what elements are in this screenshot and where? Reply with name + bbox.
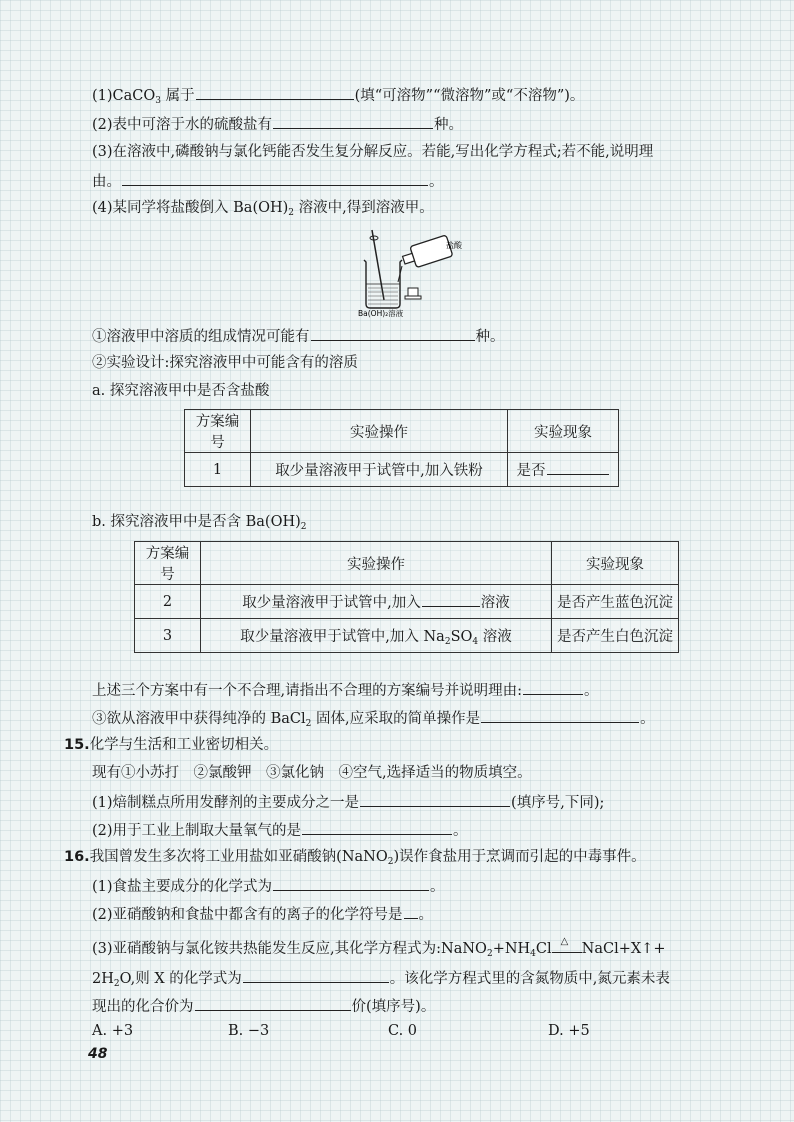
table-cell: 2 bbox=[135, 585, 201, 619]
table-cell: 取少量溶液甲于试管中,加入铁粉 bbox=[251, 453, 508, 487]
glass-rod bbox=[372, 230, 384, 300]
q16-part2: (2)亚硝酸钠和食盐中都含有的离子的化学符号是 。 bbox=[92, 903, 433, 925]
table-cell: 取少量溶液甲于试管中,加入 溶液 bbox=[201, 585, 552, 619]
q14-part3-line2: 由。 。 bbox=[92, 170, 444, 192]
q14-sub1: ①溶液甲中溶质的组成情况可能有 种。 bbox=[92, 325, 505, 347]
table-row bbox=[135, 619, 679, 653]
table-header: 方案编号 bbox=[185, 410, 251, 453]
table-cell: 是否产生蓝色沉淀 bbox=[552, 585, 679, 619]
q14-sub3: ③欲从溶液甲中获得纯净的 BaCl$_2$ 固体,应采取的简单操作是 。 bbox=[92, 707, 655, 729]
answer-blank[interactable] bbox=[481, 707, 639, 723]
answer-blank[interactable] bbox=[547, 459, 609, 475]
answer-blank[interactable] bbox=[122, 170, 428, 186]
q14-b-title: b. 探究溶液甲中是否含 $Ba(OH)_2$ bbox=[92, 514, 307, 532]
choice-c[interactable]: C. 0 bbox=[388, 1023, 418, 1039]
q14-part2: (2)表中可溶于水的硫酸盐有 种。 bbox=[92, 113, 463, 135]
table-cell: 3 bbox=[135, 619, 201, 653]
q16-part1: (1)食盐主要成分的化学式为 。 bbox=[92, 875, 445, 897]
answer-blank[interactable] bbox=[196, 84, 354, 100]
table-header: 方案编号 bbox=[135, 542, 201, 585]
q16-part3-line2: $2H_2O$,则 X 的化学式为 。该化学方程式里的含氮物质中,氮元素未表 bbox=[92, 967, 670, 989]
table-row bbox=[185, 453, 619, 487]
q15-options: 现有①小苏打 ②氯酸钾 ③氯化钠 ④空气,选择适当的物质填空。 bbox=[92, 765, 532, 781]
label-acid: 盐酸 bbox=[446, 241, 462, 250]
q15-part1: (1)焙制糕点所用发酵剂的主要成分之一是 (填序号,下同); bbox=[92, 791, 604, 813]
q14-part3-line1: (3)在溶液中,磷酸钠与氯化钙能否发生复分解反应。若能,写出化学方程式;若不能,说明理 bbox=[92, 144, 654, 160]
answer-blank[interactable] bbox=[360, 791, 510, 807]
table-header: 实验操作 bbox=[201, 542, 552, 585]
table-row bbox=[135, 542, 679, 585]
answer-blank[interactable] bbox=[195, 995, 351, 1011]
table-row bbox=[185, 410, 619, 453]
q14-part4: (4)某同学将盐酸倒入 $Ba(OH)_2$ 溶液中,得到溶液甲。 bbox=[92, 200, 434, 218]
page-number: 48 bbox=[88, 1046, 108, 1062]
table-b bbox=[134, 541, 679, 653]
table-cell: 1 bbox=[185, 453, 251, 487]
q15-part2: (2)用于工业上制取大量氧气的是 。 bbox=[92, 819, 468, 841]
table-header: 实验现象 bbox=[508, 410, 619, 453]
table-row bbox=[135, 585, 679, 619]
q14-sub2: ②实验设计:探究溶液甲中可能含有的溶质 bbox=[92, 355, 358, 371]
choice-b[interactable]: B. −3 bbox=[228, 1023, 270, 1039]
q15-title: 15.化学与生活和工业密切相关。 bbox=[64, 737, 279, 753]
label-base: Ba(OH)₂溶液 bbox=[358, 309, 404, 318]
table-cell: 是否 bbox=[508, 453, 619, 487]
answer-blank[interactable] bbox=[422, 591, 480, 607]
answer-blank[interactable] bbox=[404, 903, 418, 919]
heat-condition bbox=[552, 936, 582, 953]
table-a bbox=[184, 409, 619, 487]
q16-title: 16.我国曾发生多次将工业用盐如亚硝酸钠(NaNO$_2$)误作食盐用于烹调而引起的中毒事件。 bbox=[64, 849, 646, 867]
reagent-bottle bbox=[400, 235, 452, 271]
q16-part3-line1: (3)亚硝酸钠与氯化铵共热能发生反应,其化学方程式为$:NaNO_2+NH_4Cl$ △ NaCl+X↑+ bbox=[92, 939, 665, 959]
q14-a-title: a. 探究溶液甲中是否含盐酸 bbox=[92, 383, 270, 399]
apparatus-figure bbox=[352, 222, 482, 318]
table-cell: 取少量溶液甲于试管中,加入 $Na_2SO_4$ 溶液 bbox=[201, 619, 552, 653]
q16-part3-line3: 现出的化合价为 价(填序号)。 bbox=[92, 995, 435, 1017]
q14-reason: 上述三个方案中有一个不合理,请指出不合理的方案编号并说明理由: 。 bbox=[92, 679, 599, 701]
answer-blank[interactable] bbox=[273, 113, 433, 129]
table-cell: 是否产生白色沉淀 bbox=[552, 619, 679, 653]
choice-d[interactable]: D. +5 bbox=[548, 1023, 590, 1039]
choice-a[interactable]: A. +3 bbox=[92, 1023, 134, 1039]
answer-blank[interactable] bbox=[311, 325, 475, 341]
answer-blank[interactable] bbox=[243, 967, 389, 983]
answer-blank[interactable] bbox=[523, 679, 583, 695]
answer-blank[interactable] bbox=[273, 875, 429, 891]
q14-part1: (1)CaCO$_3$ 属于 (填“可溶物”“微溶物”或“不溶物”)。 bbox=[92, 84, 584, 106]
table-header: 实验操作 bbox=[251, 410, 508, 453]
heat-triangle-icon: △ bbox=[560, 936, 569, 947]
answer-blank[interactable] bbox=[302, 819, 452, 835]
table-header: 实验现象 bbox=[552, 542, 679, 585]
